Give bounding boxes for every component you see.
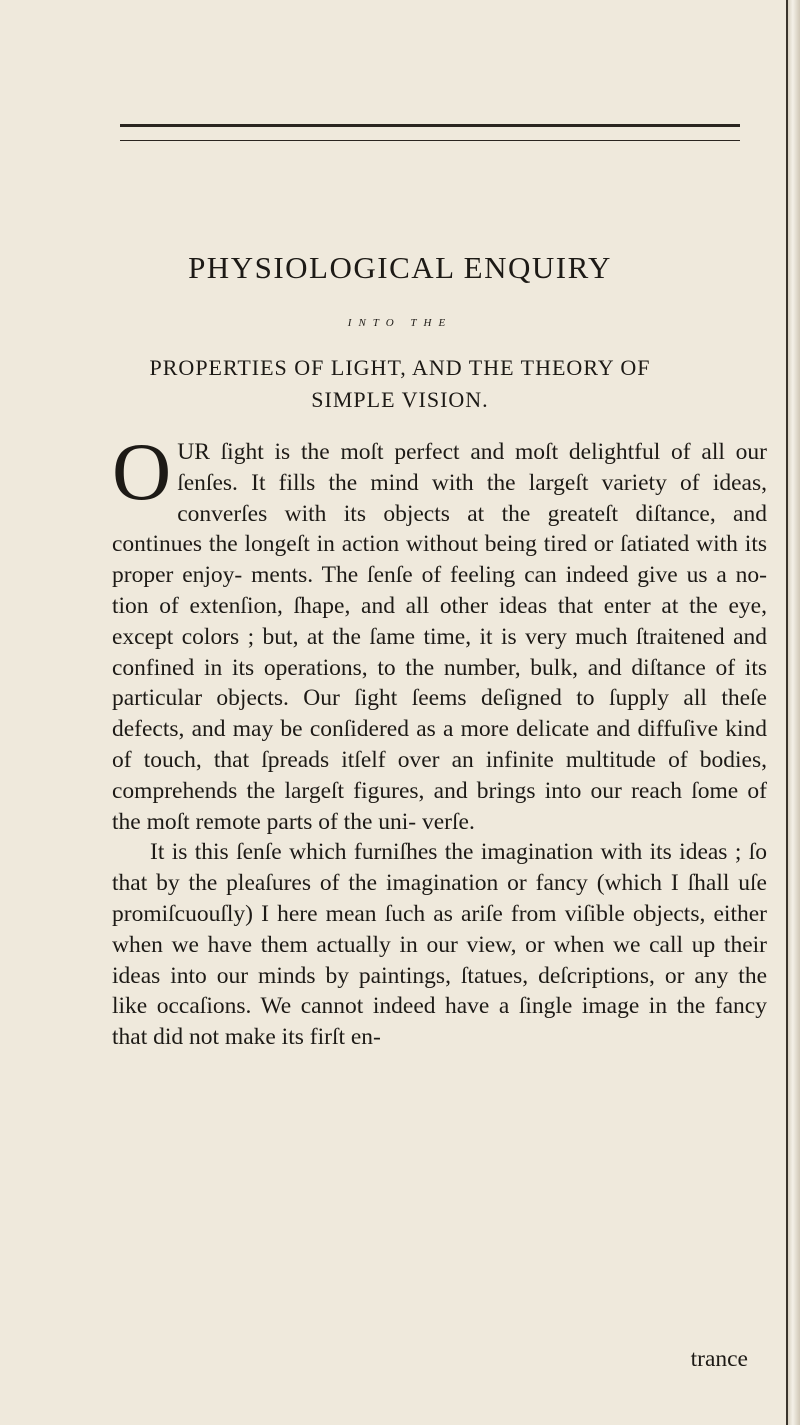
subtitle-line-1: PROPERTIES OF LIGHT, AND THE THEORY OF — [149, 355, 651, 380]
page-edge — [786, 0, 800, 1425]
header-rule-thin — [120, 140, 740, 141]
header-rule-thick — [120, 124, 740, 127]
paragraph-1 — [112, 426, 767, 837]
chapter-title: PHYSIOLOGICAL ENQUIRY — [188, 250, 612, 285]
subtitle-line-2: SIMPLE VISION. — [311, 387, 489, 412]
drop-cap: O — [112, 426, 172, 517]
chapter-subtitle — [0, 352, 800, 416]
paragraph-2: It is this ſenſe which furniſhes the imagination with its ideas ; ſo that by the pleaſures of the imagination or fancy (which I ſhall uſe promiſcuouſly) I here mean ſuch as ariſe from viſible objects, either when we have them actually in our view, or when we call up their ideas into our minds by paintings, ſtatues, deſcriptions, or any the like occaſions. We cannot indeed have a ſingle image in the fancy that did not make its firſt en- — [112, 839, 767, 1051]
body-text — [112, 426, 767, 1053]
into-the-line: INTO THE — [347, 317, 453, 329]
paragraph-1-text: UR ſight is the moſt perfect and moſt delightful of all our ſenſes. It fills the mind with the largeſt variety of ideas, converſes with its objects at the greateſt diſtance, and continues the longeſt in action without being tired or ſatiated with its proper enjoy- ments. The ſenſe of feeling can indeed give us a no- tion of extenſion, ſhape, and all other ideas that enter at the eye, except colors ; but, at the ſame time, it is very much ſtraitened and confined in its operations, to the number, bulk, and diſtance of its particular objects. Our ſight ſeems deſigned to ſupply all theſe defects, and may be conſidered as a more delicate and diffuſive kind of touch, that ſpreads itſelf over an infinite multitude of bodies, comprehends the largeſt figures, and brings into our reach ſome of the moſt remote parts of the uni- verſe. — [112, 439, 767, 835]
catchword: trance — [690, 1346, 748, 1372]
